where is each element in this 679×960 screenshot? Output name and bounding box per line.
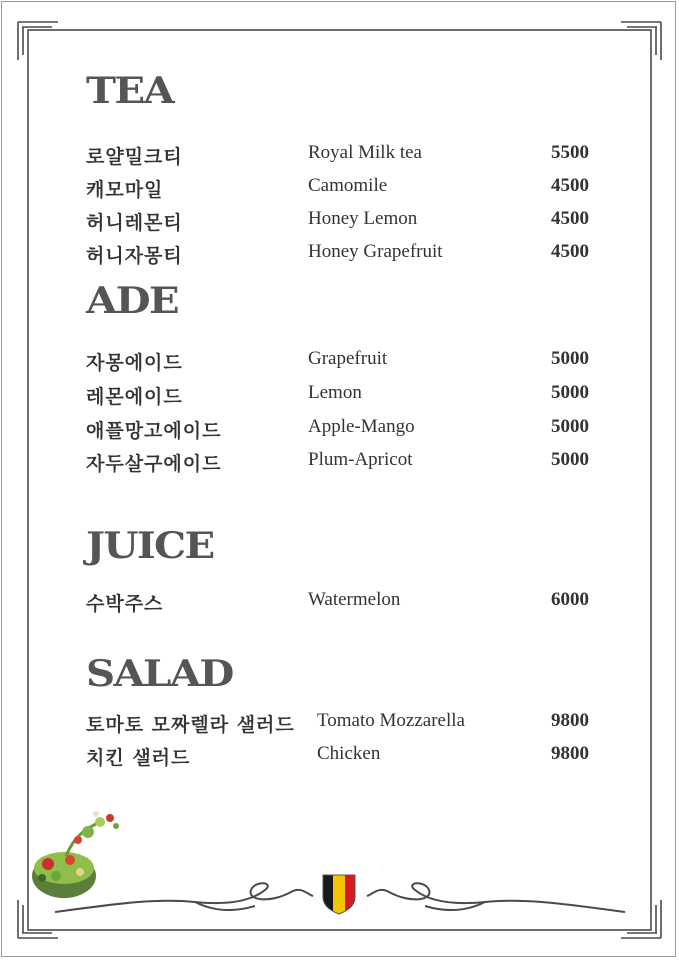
menu-item	[0, 241, 679, 267]
belgian-flag-shield-icon	[321, 873, 357, 915]
section-title-juice: JUICE	[86, 525, 214, 567]
item-price: 9800	[551, 710, 589, 731]
menu-item	[0, 142, 679, 168]
item-name-korean: 캐모마일	[86, 179, 164, 201]
item-price: 4500	[551, 241, 589, 262]
item-price: 5000	[551, 382, 589, 403]
menu-item	[0, 743, 679, 769]
item-price: 9800	[551, 743, 589, 764]
item-name-english: Plum-Apricot	[308, 449, 413, 470]
item-name-english: Grapefruit	[308, 348, 388, 369]
menu-item	[0, 175, 679, 201]
menu-item	[0, 208, 679, 234]
menu-item	[0, 710, 679, 736]
menu-item	[0, 382, 679, 408]
menu-item	[0, 348, 679, 374]
item-name-korean: 자몽에이드	[86, 352, 183, 374]
item-name-english: Camomile	[308, 175, 388, 196]
item-name-english: Honey Lemon	[308, 208, 418, 229]
item-name-korean: 레몬에이드	[86, 386, 183, 408]
menu-item	[0, 416, 679, 442]
item-name-korean: 토마토 모짜렐라 샐러드	[86, 714, 295, 736]
section-title-salad: SALAD	[86, 653, 233, 695]
item-name-english: Apple-Mango	[308, 416, 415, 437]
menu-item	[0, 589, 679, 615]
menu-item	[0, 449, 679, 475]
item-name-korean: 허니레몬티	[86, 212, 183, 234]
item-price: 5500	[551, 142, 589, 163]
item-name-korean: 수박주스	[86, 593, 164, 615]
item-name-korean: 애플망고에이드	[86, 420, 222, 442]
item-price: 5000	[551, 449, 589, 470]
item-name-english: Tomato Mozzarella	[317, 710, 465, 731]
item-name-english: Watermelon	[308, 589, 401, 610]
item-name-english: Chicken	[317, 743, 381, 764]
item-price: 6000	[551, 589, 589, 610]
item-name-korean: 자두살구에이드	[86, 453, 222, 475]
section-title-ade: ADE	[86, 280, 178, 322]
item-price: 5000	[551, 348, 589, 369]
item-name-english: Lemon	[308, 382, 362, 403]
item-name-korean: 치킨 샐러드	[86, 747, 191, 769]
item-name-korean: 로얄밀크티	[86, 146, 183, 168]
item-name-english: Honey Grapefruit	[308, 241, 443, 262]
item-price: 5000	[551, 416, 589, 437]
item-name-english: Royal Milk tea	[308, 142, 422, 163]
item-price: 4500	[551, 208, 589, 229]
item-name-korean: 허니자몽티	[86, 245, 183, 267]
item-price: 4500	[551, 175, 589, 196]
section-title-tea: TEA	[86, 70, 173, 112]
